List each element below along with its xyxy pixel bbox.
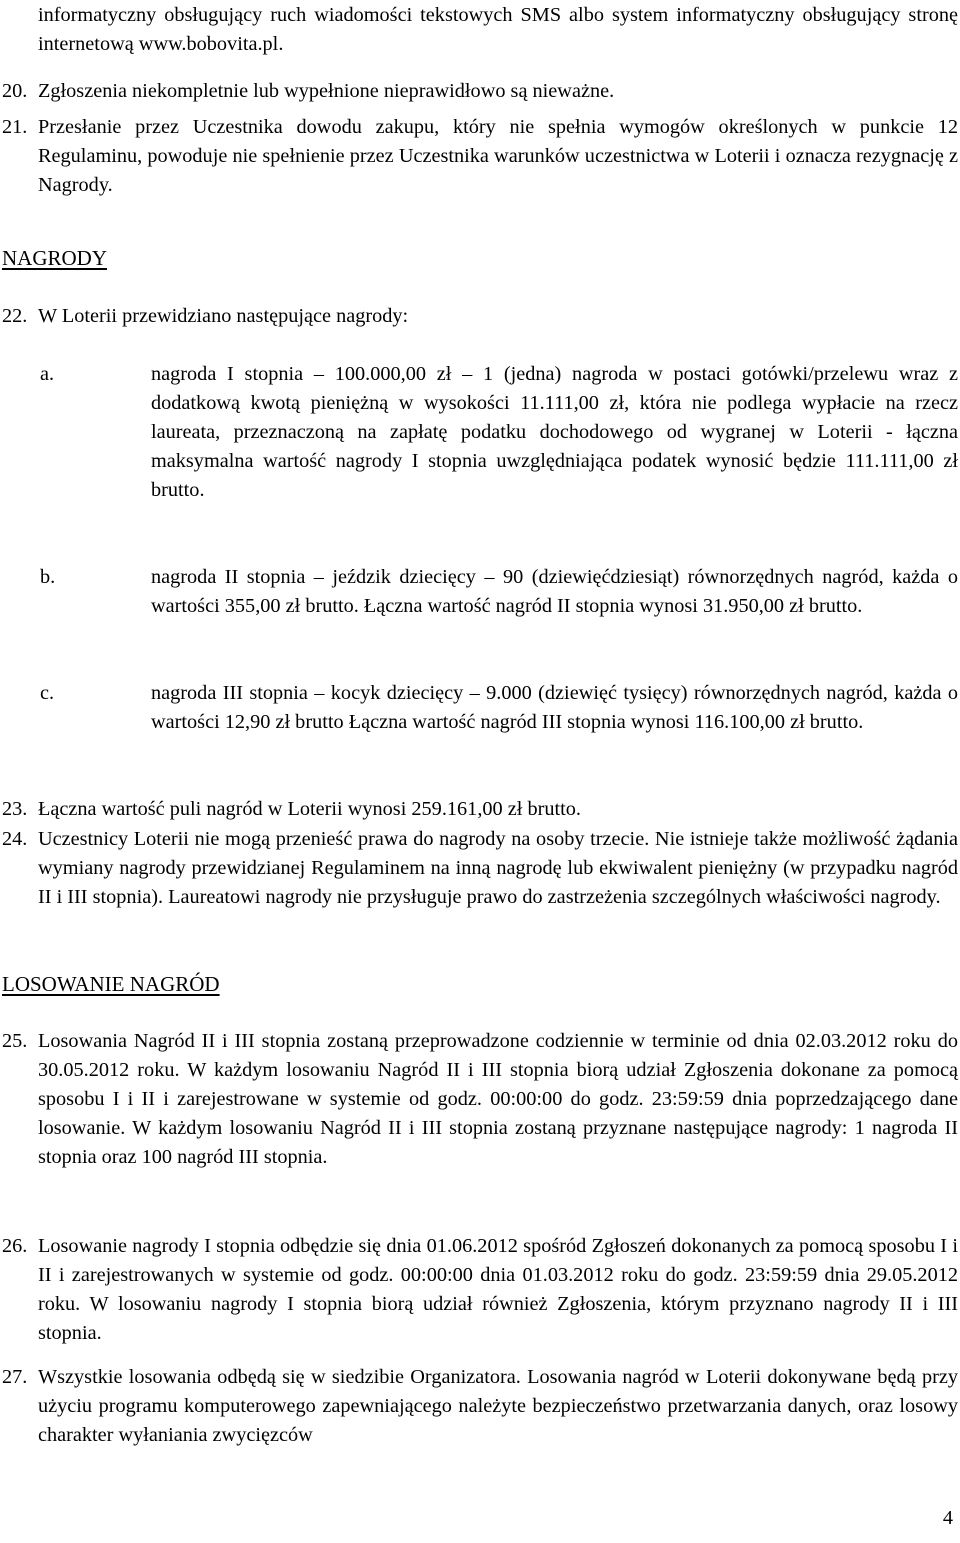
clause-text: W Loterii przewidziano następujące nagrody: bbox=[38, 305, 409, 327]
prize-label: c. bbox=[40, 682, 55, 704]
clause-text: Uczestnicy Loterii nie mogą przenieść prawa do nagrody na osoby trzecie. Nie istnieje także możliwość żądania wymiany nagrody przewidzianej Regulaminem na inną nagrodę lub ekwiwalent pieniężny (w przypadku nagród II i III stopnia). Laureatowi nagrody nie przysługuje prawo do zastrzeżenia szczególnych właściwości nagrody. bbox=[38, 828, 958, 908]
prize-item-a bbox=[0, 360, 958, 505]
intro-text: informatyczny obsługujący ruch wiadomości tekstowych SMS albo system informatyczny obsługujący stronę internetową www.bobovita.pl. bbox=[38, 4, 958, 55]
clause-21 bbox=[0, 113, 958, 200]
prize-label: b. bbox=[40, 566, 56, 588]
clause-text: Zgłoszenia niekompletnie lub wypełnione nieprawidłowo są nieważne. bbox=[38, 80, 615, 102]
clause-26 bbox=[0, 1232, 958, 1348]
clause-number: 25. bbox=[2, 1030, 28, 1052]
page-number: 4 bbox=[942, 1507, 953, 1529]
clause-25 bbox=[0, 1027, 958, 1172]
intro-paragraph bbox=[0, 1, 958, 59]
clause-number: 26. bbox=[2, 1235, 28, 1257]
clause-text: Losowania Nagród II i III stopnia zostaną przeprowadzone codziennie w terminie od dnia 02.03.2012 roku do 30.05.2012 roku. W każdym losowaniu Nagród II i III stopnia biorą udział Zgłoszenia dokonane za pomocą sposobu I i II i zarejestrowane w systemie od godz. 00:00:00 do godz. 23:59:59 dnia poprzedzającego dane losowanie. W każdym losowaniu Nagród II i III stopnia zostaną przyznane następujące nagrody: 1 nagroda II stopnia oraz 100 nagród III stopnia. bbox=[38, 1030, 958, 1168]
clause-text: Losowanie nagrody I stopnia odbędzie się dnia 01.06.2012 spośród Zgłoszeń dokonanych za pomocą sposobu I i II i zarejestrowanych w systemie od godz. 00:00:00 dnia 01.03.2012 roku do godz. 23:59:59 dnia 29.05.2012 roku. W losowaniu nagrody I stopnia biorą udział również Zgłoszenia, którym przyznano nagrody II i III stopnia. bbox=[38, 1235, 958, 1344]
prize-item-c bbox=[0, 679, 958, 737]
clause-27 bbox=[0, 1363, 958, 1450]
clause-number: 22. bbox=[2, 305, 28, 327]
clause-number: 27. bbox=[2, 1366, 28, 1388]
clause-23 bbox=[0, 795, 958, 824]
prize-item-b bbox=[0, 563, 958, 621]
prize-text: nagroda I stopnia – 100.000,00 zł – 1 (jedna) nagroda w postaci gotówki/przelewu wraz z dodatkową kwotą pieniężną w wysokości 11.111,00 zł, która nie podlega wypłacie na rzecz laureata, przeznaczoną na zapłatę podatku dochodowego od wygranej w Loterii - łączna maksymalna wartość nagrody I stopnia uwzględniająca podatek wynosić będzie 111.111,00 zł brutto. bbox=[151, 363, 958, 501]
clause-number: 24. bbox=[2, 828, 28, 850]
clause-24 bbox=[0, 825, 958, 912]
clause-text: Łączna wartość puli nagród w Loterii wynosi 259.161,00 zł brutto. bbox=[38, 798, 581, 820]
clause-number: 23. bbox=[2, 798, 28, 820]
clause-20 bbox=[0, 77, 958, 106]
prize-label: a. bbox=[40, 363, 55, 385]
clause-text: Wszystkie losowania odbędą się w siedzibie Organizatora. Losowania nagród w Loterii dokonywane będą przy użyciu programu komputerowego zapewniającego należyte bezpieczeństwo przetwarzania danych, oraz losowy charakter wyłaniania zwycięzców bbox=[38, 1366, 958, 1446]
clause-text: Przesłanie przez Uczestnika dowodu zakupu, który nie spełnia wymogów określonych w punkcie 12 Regulaminu, powoduje nie spełnienie przez Uczestnika warunków uczestnictwa w Loterii i oznacza rezygnację z Nagrody. bbox=[38, 116, 958, 196]
section-heading-nagrody: NAGRODY bbox=[2, 246, 107, 270]
clause-22 bbox=[0, 302, 958, 331]
prize-text: nagroda II stopnia – jeździk dziecięcy – 90 (dziewięćdziesiąt) równorzędnych nagród, każda o wartości 355,00 zł brutto. Łączna wartość nagród II stopnia wynosi 31.950,00 zł brutto. bbox=[151, 566, 958, 617]
clause-number: 20. bbox=[2, 80, 28, 102]
prize-text: nagroda III stopnia – kocyk dziecięcy – 9.000 (dziewięć tysięcy) równorzędnych nagród, każda o wartości 12,90 zł brutto Łączna wartość nagród III stopnia wynosi 116.100,00 zł brutto. bbox=[151, 682, 958, 733]
section-heading-losowanie: LOSOWANIE NAGRÓD bbox=[2, 972, 220, 996]
clause-number: 21. bbox=[2, 116, 28, 138]
